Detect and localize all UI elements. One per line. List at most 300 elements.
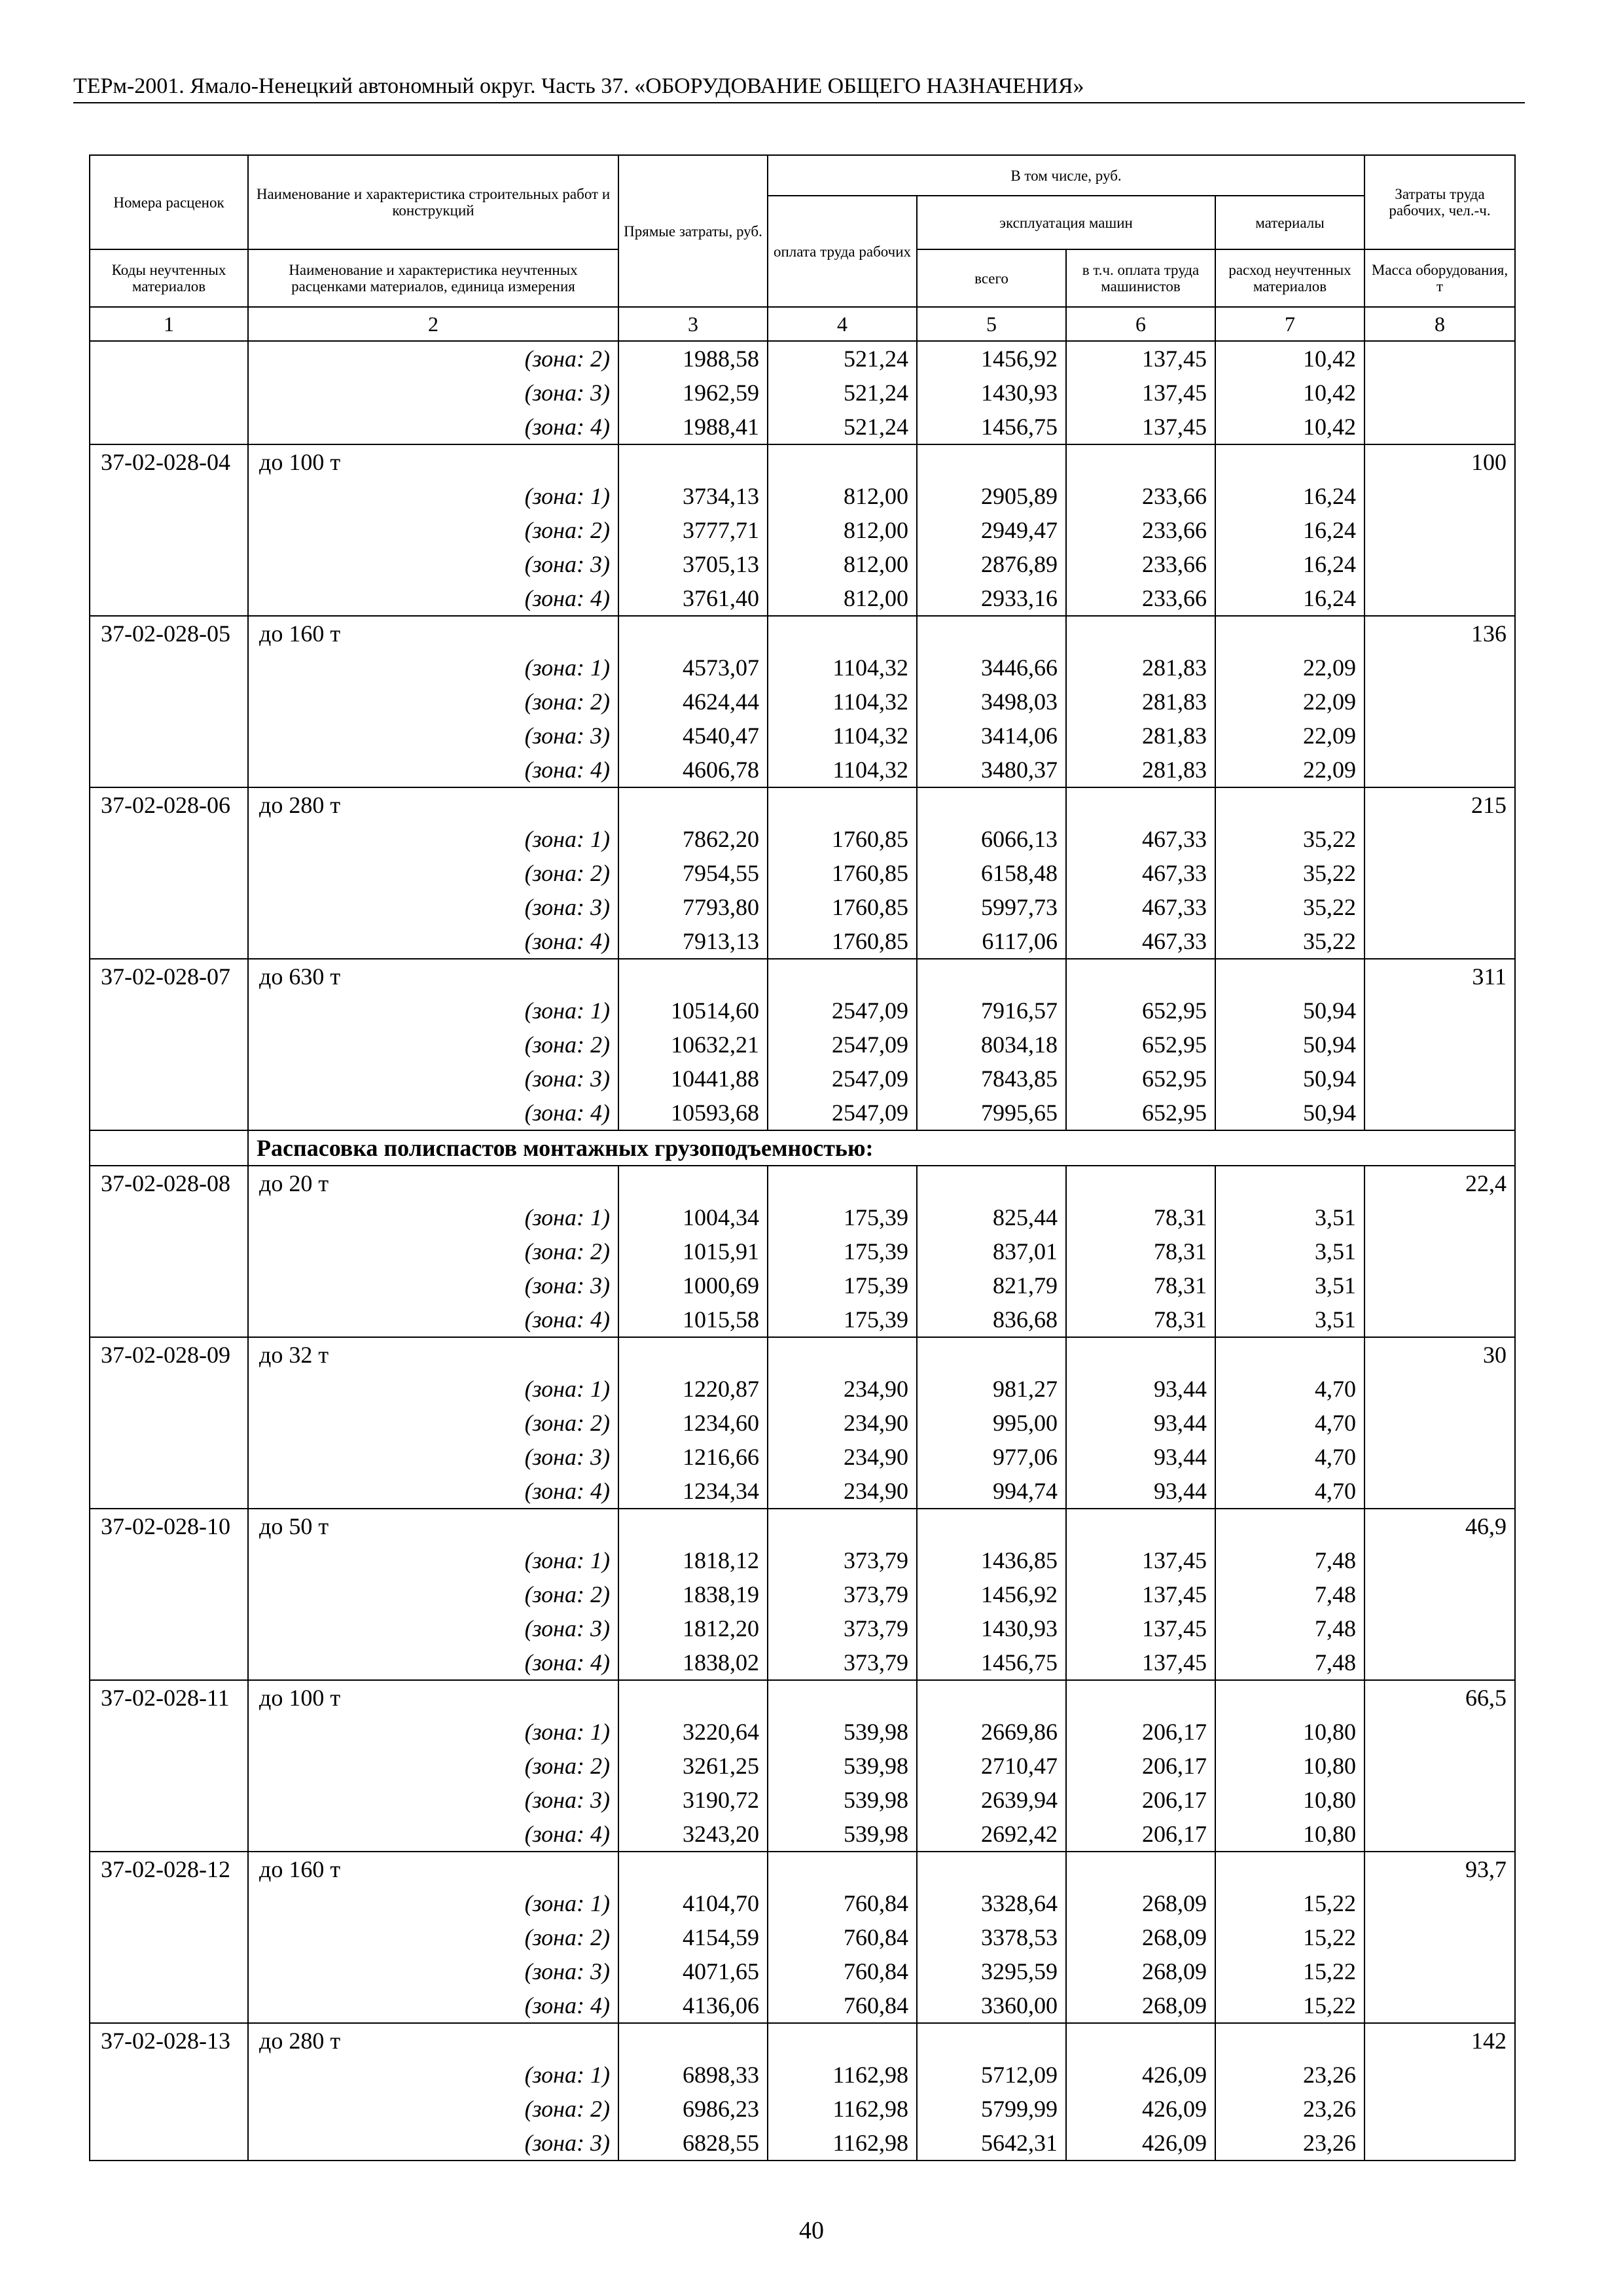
equipment-mass-value: 142 — [1364, 2023, 1515, 2058]
empty-cell — [90, 547, 248, 581]
empty-cell — [1364, 994, 1515, 1028]
page-header — [73, 71, 1525, 103]
direct-costs-value: 1234,34 — [618, 1474, 768, 1509]
labor-pay-value: 521,24 — [768, 376, 917, 410]
machine-total-value: 1456,75 — [917, 1645, 1066, 1680]
zone-label: (зона: 4) — [248, 581, 618, 616]
empty-cell — [90, 1028, 248, 1062]
empty-cell — [90, 479, 248, 513]
empty-cell — [768, 959, 917, 994]
machine-total-value: 2933,16 — [917, 581, 1066, 616]
machinist-pay-value: 78,31 — [1066, 1302, 1215, 1337]
machinist-pay-value: 93,44 — [1066, 1372, 1215, 1406]
labor-pay-value: 2547,09 — [768, 1028, 917, 1062]
empty-cell — [768, 2023, 917, 2058]
empty-cell — [1364, 1234, 1515, 1268]
empty-cell — [90, 341, 248, 376]
empty-cell — [90, 1817, 248, 1852]
labor-pay-value: 1760,85 — [768, 890, 917, 924]
empty-cell — [1215, 1337, 1364, 1372]
machine-total-value: 1456,75 — [917, 410, 1066, 444]
table-row — [90, 1954, 1515, 1988]
labor-pay-value: 1760,85 — [768, 822, 917, 856]
empty-cell — [1364, 410, 1515, 444]
table-row — [90, 1988, 1515, 2023]
machinist-pay-value: 78,31 — [1066, 1234, 1215, 1268]
equipment-mass-value: 30 — [1364, 1337, 1515, 1372]
empty-cell — [90, 1474, 248, 1509]
zone-label: (зона: 4) — [248, 1817, 618, 1852]
header-materials: материалы — [1215, 196, 1364, 249]
rate-name: до 630 т — [248, 959, 618, 994]
table-row — [90, 822, 1515, 856]
direct-costs-value: 1838,19 — [618, 1577, 768, 1611]
table-row — [90, 2092, 1515, 2126]
table-row — [90, 1302, 1515, 1337]
rate-code: 37-02-028-12 — [90, 1852, 248, 1886]
machinist-pay-value: 137,45 — [1066, 376, 1215, 410]
equipment-mass-value: 215 — [1364, 787, 1515, 822]
empty-cell — [1364, 341, 1515, 376]
table-row — [90, 924, 1515, 959]
machinist-pay-value: 93,44 — [1066, 1474, 1215, 1509]
labor-cost-value: 16,24 — [1215, 581, 1364, 616]
labor-pay-value: 521,24 — [768, 341, 917, 376]
header-machine-total: всего — [917, 249, 1066, 307]
empty-cell — [1364, 719, 1515, 753]
zone-label: (зона: 2) — [248, 685, 618, 719]
rate-name: до 160 т — [248, 1852, 618, 1886]
labor-pay-value: 175,39 — [768, 1302, 917, 1337]
machine-total-value: 981,27 — [917, 1372, 1066, 1406]
empty-cell — [90, 890, 248, 924]
rate-group-row — [90, 444, 1515, 479]
labor-cost-value: 10,42 — [1215, 376, 1364, 410]
page-number: 40 — [799, 2217, 824, 2244]
empty-cell — [90, 513, 248, 547]
labor-cost-value: 35,22 — [1215, 822, 1364, 856]
direct-costs-value: 3777,71 — [618, 513, 768, 547]
machine-total-value: 5642,31 — [917, 2126, 1066, 2161]
labor-cost-value: 50,94 — [1215, 994, 1364, 1028]
machine-total-value: 7843,85 — [917, 1062, 1066, 1096]
equipment-mass-value: 22,4 — [1364, 1166, 1515, 1200]
empty-cell — [1364, 1440, 1515, 1474]
labor-pay-value: 760,84 — [768, 1988, 917, 2023]
direct-costs-value: 7862,20 — [618, 822, 768, 856]
empty-cell — [1364, 547, 1515, 581]
direct-costs-value: 10514,60 — [618, 994, 768, 1028]
direct-costs-value: 4136,06 — [618, 1988, 768, 2023]
empty-cell — [618, 1852, 768, 1886]
equipment-mass-value: 66,5 — [1364, 1680, 1515, 1715]
empty-cell — [917, 1852, 1066, 1886]
machinist-pay-value: 281,83 — [1066, 753, 1215, 787]
empty-cell — [618, 444, 768, 479]
empty-cell — [1364, 1577, 1515, 1611]
empty-cell — [618, 1680, 768, 1715]
empty-cell — [1215, 1166, 1364, 1200]
header-machine-operation: эксплуатация машин — [917, 196, 1215, 249]
empty-cell — [90, 1440, 248, 1474]
empty-cell — [1066, 959, 1215, 994]
table-row — [90, 651, 1515, 685]
document-title: ТЕРм-2001. Ямало-Ненецкий автономный округ. Часть 37. «ОБОРУДОВАНИЕ ОБЩЕГО НАЗНАЧЕНИЯ» — [73, 74, 1084, 98]
labor-pay-value: 175,39 — [768, 1200, 917, 1234]
zone-label: (зона: 3) — [248, 547, 618, 581]
empty-cell — [90, 1406, 248, 1440]
empty-cell — [1364, 2092, 1515, 2126]
empty-cell — [1066, 616, 1215, 651]
zone-label: (зона: 4) — [248, 753, 618, 787]
equipment-mass-value: 93,7 — [1364, 1852, 1515, 1886]
labor-pay-value: 539,98 — [768, 1817, 917, 1852]
direct-costs-value: 1818,12 — [618, 1543, 768, 1577]
zone-label: (зона: 4) — [248, 1302, 618, 1337]
machinist-pay-value: 652,95 — [1066, 1062, 1215, 1096]
table-row — [90, 2058, 1515, 2092]
direct-costs-value: 1220,87 — [618, 1372, 768, 1406]
empty-cell — [90, 753, 248, 787]
rate-group-row — [90, 2023, 1515, 2058]
rate-name: до 20 т — [248, 1166, 618, 1200]
rate-group-row — [90, 959, 1515, 994]
direct-costs-value: 3705,13 — [618, 547, 768, 581]
section-row — [90, 1130, 1515, 1166]
column-number: 3 — [618, 307, 768, 341]
machine-total-value: 5997,73 — [917, 890, 1066, 924]
labor-cost-value: 7,48 — [1215, 1543, 1364, 1577]
machine-total-value: 825,44 — [917, 1200, 1066, 1234]
zone-label: (зона: 4) — [248, 410, 618, 444]
machine-total-value: 5712,09 — [917, 2058, 1066, 2092]
machine-total-value: 836,68 — [917, 1302, 1066, 1337]
direct-costs-value: 4104,70 — [618, 1886, 768, 1920]
zone-label: (зона: 1) — [248, 1543, 618, 1577]
header-unaccounted-materials-use: расход неучтенных материалов — [1215, 249, 1364, 307]
rate-group-row — [90, 1166, 1515, 1200]
empty-cell — [90, 1234, 248, 1268]
machine-total-value: 2876,89 — [917, 547, 1066, 581]
machinist-pay-value: 467,33 — [1066, 856, 1215, 890]
empty-cell — [90, 1543, 248, 1577]
empty-cell — [618, 1509, 768, 1543]
empty-cell — [90, 2092, 248, 2126]
labor-cost-value: 4,70 — [1215, 1474, 1364, 1509]
rate-code: 37-02-028-09 — [90, 1337, 248, 1372]
empty-cell — [768, 1852, 917, 1886]
machine-total-value: 977,06 — [917, 1440, 1066, 1474]
direct-costs-value: 4071,65 — [618, 1954, 768, 1988]
labor-pay-value: 175,39 — [768, 1234, 917, 1268]
labor-cost-value: 3,51 — [1215, 1302, 1364, 1337]
direct-costs-value: 4606,78 — [618, 753, 768, 787]
machinist-pay-value: 268,09 — [1066, 1886, 1215, 1920]
zone-label: (зона: 3) — [248, 890, 618, 924]
labor-pay-value: 234,90 — [768, 1372, 917, 1406]
empty-cell — [1364, 376, 1515, 410]
empty-cell — [90, 994, 248, 1028]
labor-cost-value: 23,26 — [1215, 2092, 1364, 2126]
labor-pay-value: 1162,98 — [768, 2058, 917, 2092]
machine-total-value: 2710,47 — [917, 1749, 1066, 1783]
table-row — [90, 1372, 1515, 1406]
zone-label: (зона: 3) — [248, 719, 618, 753]
direct-costs-value: 6828,55 — [618, 2126, 768, 2161]
labor-cost-value: 16,24 — [1215, 513, 1364, 547]
direct-costs-value: 4624,44 — [618, 685, 768, 719]
rate-code: 37-02-028-11 — [90, 1680, 248, 1715]
rate-group-row — [90, 1852, 1515, 1886]
labor-cost-value: 4,70 — [1215, 1406, 1364, 1440]
direct-costs-value: 3190,72 — [618, 1783, 768, 1817]
table-row — [90, 753, 1515, 787]
machinist-pay-value: 268,09 — [1066, 1920, 1215, 1954]
zone-label: (зона: 1) — [248, 479, 618, 513]
direct-costs-value: 4540,47 — [618, 719, 768, 753]
labor-cost-value: 16,24 — [1215, 479, 1364, 513]
empty-cell — [1364, 1920, 1515, 1954]
machinist-pay-value: 137,45 — [1066, 1543, 1215, 1577]
zone-label: (зона: 2) — [248, 856, 618, 890]
empty-cell — [1364, 1096, 1515, 1130]
machinist-pay-value: 137,45 — [1066, 1611, 1215, 1645]
table-row — [90, 856, 1515, 890]
direct-costs-value: 7954,55 — [618, 856, 768, 890]
zone-label: (зона: 1) — [248, 2058, 618, 2092]
rate-name: до 280 т — [248, 2023, 618, 2058]
table-row — [90, 1920, 1515, 1954]
zone-label: (зона: 2) — [248, 341, 618, 376]
labor-pay-value: 1760,85 — [768, 924, 917, 959]
machinist-pay-value: 233,66 — [1066, 547, 1215, 581]
zone-label: (зона: 3) — [248, 1062, 618, 1096]
labor-cost-value: 7,48 — [1215, 1645, 1364, 1680]
machinist-pay-value: 652,95 — [1066, 1096, 1215, 1130]
labor-pay-value: 539,98 — [768, 1749, 917, 1783]
empty-cell — [90, 651, 248, 685]
column-number: 6 — [1066, 307, 1215, 341]
machinist-pay-value: 206,17 — [1066, 1817, 1215, 1852]
machinist-pay-value: 467,33 — [1066, 924, 1215, 959]
machine-total-value: 2905,89 — [917, 479, 1066, 513]
header-machinist-pay: в т.ч. оплата труда машинистов — [1066, 249, 1215, 307]
machine-total-value: 7995,65 — [917, 1096, 1066, 1130]
empty-cell — [1364, 924, 1515, 959]
empty-cell — [768, 616, 917, 651]
rate-code: 37-02-028-07 — [90, 959, 248, 994]
rate-group-row — [90, 1509, 1515, 1543]
direct-costs-value: 1015,91 — [618, 1234, 768, 1268]
header-labor-pay: оплата труда рабочих — [768, 196, 917, 307]
machine-total-value: 3328,64 — [917, 1886, 1066, 1920]
labor-pay-value: 1162,98 — [768, 2092, 917, 2126]
labor-cost-value: 4,70 — [1215, 1372, 1364, 1406]
labor-cost-value: 7,48 — [1215, 1611, 1364, 1645]
rate-name: до 100 т — [248, 1680, 618, 1715]
empty-cell — [1215, 444, 1364, 479]
labor-cost-value: 3,51 — [1215, 1234, 1364, 1268]
labor-cost-value: 10,80 — [1215, 1817, 1364, 1852]
empty-cell — [90, 1920, 248, 1954]
zone-label: (зона: 4) — [248, 1096, 618, 1130]
labor-cost-value: 10,80 — [1215, 1715, 1364, 1749]
empty-cell — [1364, 479, 1515, 513]
zone-label: (зона: 4) — [248, 1645, 618, 1680]
labor-cost-value: 35,22 — [1215, 924, 1364, 959]
empty-cell — [90, 1954, 248, 1988]
labor-pay-value: 2547,09 — [768, 1096, 917, 1130]
table-row — [90, 1886, 1515, 1920]
direct-costs-value: 10632,21 — [618, 1028, 768, 1062]
labor-cost-value: 22,09 — [1215, 719, 1364, 753]
zone-label: (зона: 3) — [248, 1440, 618, 1474]
column-numbers-row — [90, 307, 1515, 341]
direct-costs-value: 1812,20 — [618, 1611, 768, 1645]
machinist-pay-value: 426,09 — [1066, 2092, 1215, 2126]
empty-cell — [917, 787, 1066, 822]
empty-cell — [90, 2126, 248, 2161]
rate-code: 37-02-028-06 — [90, 787, 248, 822]
labor-pay-value: 373,79 — [768, 1577, 917, 1611]
empty-cell — [90, 1096, 248, 1130]
machine-total-value: 1456,92 — [917, 1577, 1066, 1611]
empty-cell — [618, 1337, 768, 1372]
zone-label: (зона: 2) — [248, 1920, 618, 1954]
column-number: 7 — [1215, 307, 1364, 341]
machine-total-value: 3295,59 — [917, 1954, 1066, 1988]
empty-cell — [768, 1509, 917, 1543]
machinist-pay-value: 233,66 — [1066, 479, 1215, 513]
direct-costs-value: 3734,13 — [618, 479, 768, 513]
empty-cell — [1364, 1200, 1515, 1234]
header-equipment-mass: Масса оборудования, т — [1364, 249, 1515, 307]
empty-cell — [1364, 890, 1515, 924]
machinist-pay-value: 93,44 — [1066, 1440, 1215, 1474]
empty-cell — [90, 1645, 248, 1680]
table-row — [90, 1062, 1515, 1096]
labor-pay-value: 2547,09 — [768, 994, 917, 1028]
empty-cell — [90, 1886, 248, 1920]
table-row — [90, 341, 1515, 376]
empty-cell — [1364, 822, 1515, 856]
table-header — [90, 155, 1515, 341]
zone-label: (зона: 4) — [248, 1988, 618, 2023]
empty-cell — [1364, 1715, 1515, 1749]
empty-cell — [90, 719, 248, 753]
labor-cost-value: 16,24 — [1215, 547, 1364, 581]
zone-label: (зона: 2) — [248, 2092, 618, 2126]
rate-group-row — [90, 1680, 1515, 1715]
empty-cell — [1066, 1680, 1215, 1715]
zone-label: (зона: 1) — [248, 1715, 618, 1749]
empty-cell — [917, 1166, 1066, 1200]
labor-cost-value: 4,70 — [1215, 1440, 1364, 1474]
machine-total-value: 3480,37 — [917, 753, 1066, 787]
empty-cell — [90, 1302, 248, 1337]
empty-cell — [1364, 1062, 1515, 1096]
machinist-pay-value: 137,45 — [1066, 1577, 1215, 1611]
empty-cell — [90, 1783, 248, 1817]
machinist-pay-value: 233,66 — [1066, 513, 1215, 547]
rates-table — [89, 154, 1516, 2161]
machinist-pay-value: 281,83 — [1066, 651, 1215, 685]
zone-label: (зона: 2) — [248, 1028, 618, 1062]
labor-cost-value: 3,51 — [1215, 1268, 1364, 1302]
direct-costs-value: 1962,59 — [618, 376, 768, 410]
direct-costs-value: 3243,20 — [618, 1817, 768, 1852]
empty-cell — [1066, 444, 1215, 479]
direct-costs-value: 1000,69 — [618, 1268, 768, 1302]
zone-label: (зона: 2) — [248, 1234, 618, 1268]
equipment-mass-value: 311 — [1364, 959, 1515, 994]
zone-label: (зона: 4) — [248, 1474, 618, 1509]
direct-costs-value: 7913,13 — [618, 924, 768, 959]
zone-label: (зона: 1) — [248, 651, 618, 685]
labor-pay-value: 539,98 — [768, 1783, 917, 1817]
machine-total-value: 994,74 — [917, 1474, 1066, 1509]
machine-total-value: 2669,86 — [917, 1715, 1066, 1749]
machinist-pay-value: 206,17 — [1066, 1783, 1215, 1817]
empty-cell — [1364, 1028, 1515, 1062]
machine-total-value: 2692,42 — [917, 1817, 1066, 1852]
empty-cell — [1364, 1406, 1515, 1440]
empty-cell — [1215, 1852, 1364, 1886]
zone-label: (зона: 2) — [248, 1577, 618, 1611]
zone-label: (зона: 3) — [248, 1783, 618, 1817]
labor-cost-value: 35,22 — [1215, 890, 1364, 924]
empty-cell — [1066, 1337, 1215, 1372]
empty-cell — [618, 787, 768, 822]
labor-pay-value: 1162,98 — [768, 2126, 917, 2161]
machine-total-value: 7916,57 — [917, 994, 1066, 1028]
table-row — [90, 376, 1515, 410]
machine-total-value: 6117,06 — [917, 924, 1066, 959]
empty-cell — [917, 444, 1066, 479]
zone-label: (зона: 2) — [248, 1406, 618, 1440]
direct-costs-value: 10441,88 — [618, 1062, 768, 1096]
empty-cell — [1066, 2023, 1215, 2058]
empty-cell — [90, 1988, 248, 2023]
zone-label: (зона: 2) — [248, 513, 618, 547]
labor-cost-value: 22,09 — [1215, 753, 1364, 787]
rate-name: до 280 т — [248, 787, 618, 822]
empty-cell — [1364, 651, 1515, 685]
labor-pay-value: 760,84 — [768, 1920, 917, 1954]
machinist-pay-value: 652,95 — [1066, 994, 1215, 1028]
rate-group-row — [90, 1337, 1515, 1372]
table-row — [90, 1474, 1515, 1509]
direct-costs-value: 7793,80 — [618, 890, 768, 924]
labor-cost-value: 35,22 — [1215, 856, 1364, 890]
machinist-pay-value: 93,44 — [1066, 1406, 1215, 1440]
empty-cell — [90, 376, 248, 410]
table-row — [90, 479, 1515, 513]
empty-cell — [1364, 1988, 1515, 2023]
empty-cell — [90, 856, 248, 890]
table-row — [90, 547, 1515, 581]
machine-total-value: 821,79 — [917, 1268, 1066, 1302]
machine-total-value: 6066,13 — [917, 822, 1066, 856]
column-number: 2 — [248, 307, 618, 341]
table-row — [90, 1406, 1515, 1440]
table-row — [90, 1268, 1515, 1302]
empty-cell — [1215, 2023, 1364, 2058]
direct-costs-value: 1004,34 — [618, 1200, 768, 1234]
direct-costs-value: 1988,58 — [618, 341, 768, 376]
labor-pay-value: 521,24 — [768, 410, 917, 444]
table-row — [90, 685, 1515, 719]
